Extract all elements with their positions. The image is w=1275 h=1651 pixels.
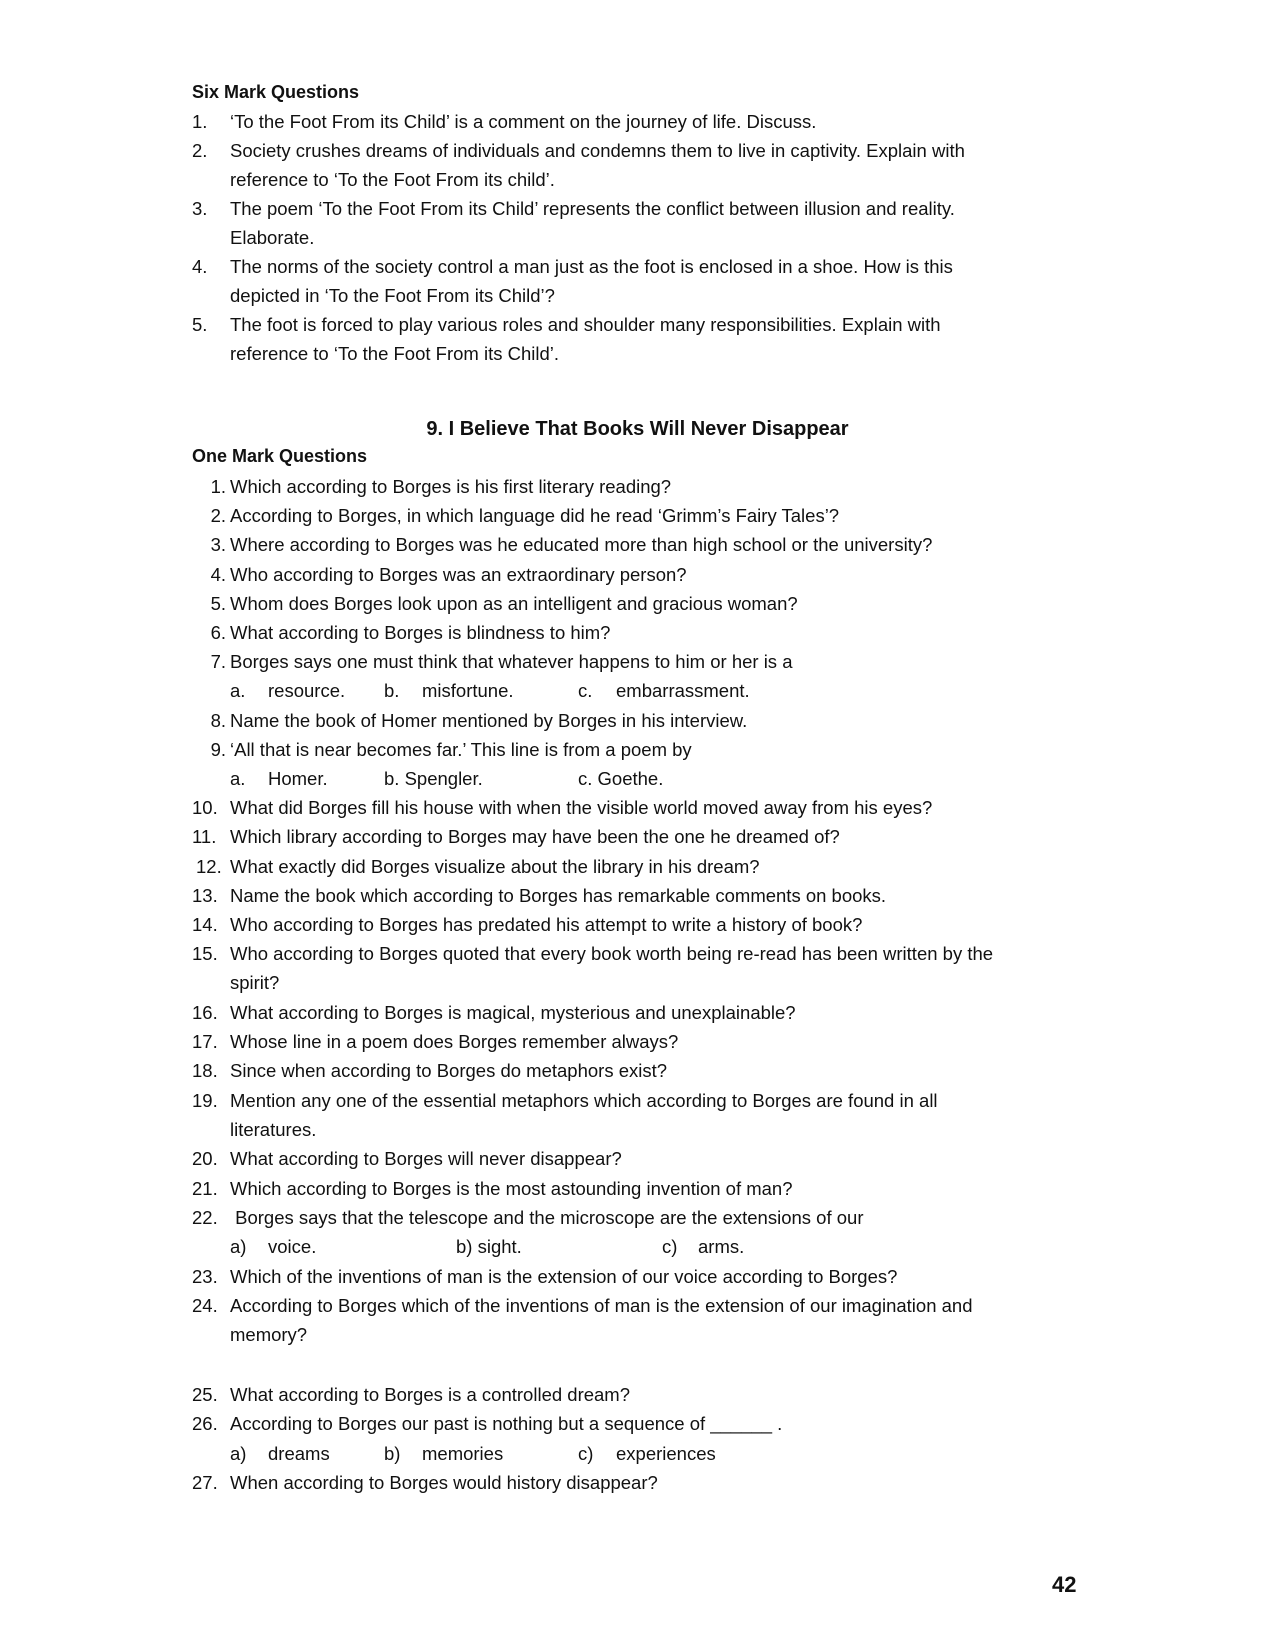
question-text: When according to Borges would history disappear? [230,1472,658,1493]
option-text: memories [422,1443,504,1464]
question-text: ‘To the Foot From its Child’ is a comment on the journey of life. Discuss. [230,111,817,132]
question-text-cont: reference to ‘To the Foot From its Child’. [230,343,560,364]
option-text: Homer. [268,768,328,789]
option-text: resource. [268,680,346,701]
question-text: Where according to Borges was he educated more than high school or the university? [230,534,933,555]
question-text-cont: memory? [230,1324,308,1345]
chapter-title: 9. I Believe That Books Will Never Disappear [426,418,849,440]
option-letter: b) [384,1443,401,1464]
question-text: Which of the inventions of man is the extension of our voice according to Borges? [230,1266,898,1287]
question-text: Whom does Borges look upon as an intelligent and gracious woman? [230,593,798,614]
question-text: Which according to Borges is the most astounding invention of man? [230,1178,793,1199]
question-number: 5. [210,593,226,614]
question-text: Society crushes dreams of individuals and condemns them to live in captivity. Explain with [230,140,965,161]
question-text: Mention any one of the essential metaphors which according to Borges are found in all [230,1090,938,1111]
question-number: 21. [192,1178,218,1199]
question-text-cont: depicted in ‘To the Foot From its Child’? [230,285,555,306]
question-number: 24. [192,1295,218,1316]
question-number: 4. [210,564,226,585]
option-letter: b. [384,680,400,701]
page-number: 42 [1052,1572,1077,1597]
option-text: b. Spengler. [384,768,483,789]
question-number: 17. [192,1031,218,1052]
six-mark-heading: Six Mark Questions [192,82,360,102]
question-text: Name the book which according to Borges has remarkable comments on books. [230,885,887,906]
question-number: 10. [192,797,218,818]
question-text-cont: spirit? [230,972,280,993]
option-text: experiences [616,1443,716,1464]
question-number: 18. [192,1060,218,1081]
option-letter: a. [230,768,246,789]
question-text: What did Borges fill his house with when the visible world moved away from his eyes? [230,797,933,818]
question-text: What according to Borges is blindness to him? [230,622,611,643]
question-number: 16. [192,1002,218,1023]
option-letter: a) [230,1236,247,1257]
option-letter: a. [230,680,246,701]
question-text: Who according to Borges was an extraordinary person? [230,564,687,585]
one-mark-heading: One Mark Questions [192,446,368,466]
question-number: 27. [192,1472,218,1493]
option-text: arms. [698,1236,745,1257]
question-text: Whose line in a poem does Borges remember always? [230,1031,679,1052]
question-text: The poem ‘To the Foot From its Child’ represents the conflict between illusion and reality. [230,198,955,219]
option-letter: c. [578,680,593,701]
question-text: Who according to Borges has predated his attempt to write a history of book? [230,914,863,935]
question-text: What exactly did Borges visualize about the library in his dream? [230,856,760,877]
question-number: 15. [192,943,218,964]
question-text: According to Borges which of the inventions of man is the extension of our imagination and [230,1295,973,1316]
question-text-cont: Elaborate. [230,227,315,248]
question-text: Who according to Borges quoted that every book worth being re-read has been written by the [230,943,994,964]
question-number: 20. [192,1148,218,1169]
question-number: 2. [210,505,226,526]
question-number: 6. [210,622,226,643]
question-number: 8. [210,710,226,731]
question-text-cont: reference to ‘To the Foot From its child’. [230,169,555,190]
question-number: 2. [192,140,208,161]
question-text: Borges says that the telescope and the microscope are the extensions of our [230,1207,864,1228]
question-number: 12. [196,856,222,877]
option-text: misfortune. [422,680,514,701]
option-letter: c) [662,1236,678,1257]
question-text: Name the book of Homer mentioned by Borges in his interview. [230,710,748,731]
question-number: 1. [192,111,208,132]
option-letter: a) [230,1443,247,1464]
question-text: Which library according to Borges may have been the one he dreamed of? [230,826,840,847]
question-text: The norms of the society control a man just as the foot is enclosed in a shoe. How is this [230,256,953,277]
question-text: What according to Borges will never disappear? [230,1148,622,1169]
question-number: 7. [210,651,226,672]
question-number: 25. [192,1384,218,1405]
question-text: The foot is forced to play various roles and shoulder many responsibilities. Explain with [230,314,941,335]
question-text: Which according to Borges is his first literary reading? [230,476,672,497]
question-text: ‘All that is near becomes far.’ This line is from a poem by [230,739,692,760]
question-number: 9. [210,739,226,760]
question-number: 3. [210,534,226,555]
question-number: 4. [192,256,208,277]
option-text: b) sight. [456,1236,522,1257]
option-text: c. Goethe. [578,768,664,789]
question-text: According to Borges, in which language did he read ‘Grimm’s Fairy Tales’? [230,505,840,526]
question-text: What according to Borges is magical, mysterious and unexplainable? [230,1002,796,1023]
option-text: voice. [268,1236,317,1257]
question-number: 11. [192,826,217,847]
question-number: 1. [210,476,226,497]
question-number: 19. [192,1090,218,1111]
question-number: 3. [192,198,208,219]
question-number: 14. [192,914,218,935]
option-text: dreams [268,1443,330,1464]
question-text: What according to Borges is a controlled dream? [230,1384,631,1405]
question-number: 22. [192,1207,218,1228]
option-text: embarrassment. [616,680,750,701]
question-text: According to Borges our past is nothing but a sequence of ______ . [230,1413,783,1434]
question-text-cont: literatures. [230,1119,317,1140]
question-text: Borges says one must think that whatever happens to him or her is a [230,651,793,672]
question-number: 13. [192,885,218,906]
option-letter: c) [578,1443,594,1464]
question-text: Since when according to Borges do metaphors exist? [230,1060,668,1081]
question-number: 26. [192,1413,218,1434]
question-number: 23. [192,1266,218,1287]
question-number: 5. [192,314,208,335]
